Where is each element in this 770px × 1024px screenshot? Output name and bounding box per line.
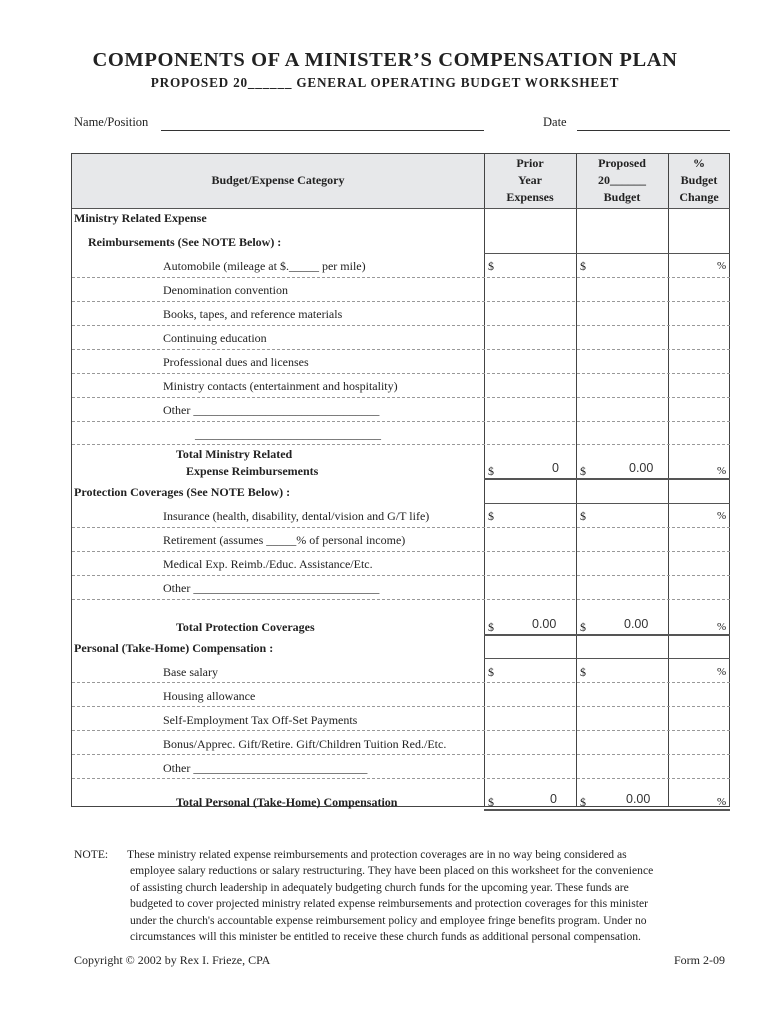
form-number: Form 2-09 [674, 953, 725, 967]
dollar-sign: $ [488, 464, 494, 478]
row-housing: Housing allowance [163, 689, 256, 703]
budget-table [71, 153, 730, 807]
percent-sign: % [717, 465, 727, 477]
row-divider [484, 478, 730, 480]
row-divider [72, 527, 730, 528]
row-ministry-other: Other _______________________________ [163, 403, 380, 417]
row-divider [72, 208, 730, 209]
row-retirement: Retirement (assumes _____% of personal income) [163, 533, 406, 547]
row-divider [72, 397, 730, 398]
dollar-sign: $ [488, 620, 494, 634]
date-label: Date [543, 115, 567, 129]
header-category: Budget/Expense Category [211, 173, 345, 187]
row-divider [72, 349, 730, 350]
section-ministry-title: Ministry Related Expense [74, 211, 207, 225]
name-position-field[interactable] [161, 130, 484, 131]
section-ministry-subtitle: Reimbursements (See NOTE Below) : [88, 235, 282, 249]
row-protection-other: Other _______________________________ [163, 581, 380, 595]
row-divider [484, 658, 730, 659]
total-ministry-label-2: Expense Reimbursements [186, 464, 319, 478]
copyright: Copyright © 2002 by Rex I. Frieze, CPA [74, 953, 271, 967]
row-se-tax: Self-Employment Tax Off-Set Payments [163, 713, 358, 727]
percent-sign: % [717, 510, 727, 522]
row-ministry-other-line: _______________________________ [195, 427, 381, 441]
col-divider [484, 153, 485, 807]
dollar-sign: $ [580, 665, 586, 679]
total-personal-proposed: 0.00 [626, 792, 651, 806]
dollar-sign: $ [580, 464, 586, 478]
total-personal-label: Total Personal (Take-Home) Compensation [176, 795, 398, 809]
page-subtitle: PROPOSED 20______ GENERAL OPERATING BUDGET WORKSHEET [150, 75, 620, 90]
row-automobile: Automobile (mileage at $._____ per mile) [163, 259, 366, 273]
row-divider [484, 634, 730, 636]
date-field[interactable] [577, 130, 730, 131]
name-position-label: Name/Position [74, 115, 149, 129]
total-ministry-prior: 0 [552, 461, 559, 475]
total-personal-prior: 0 [550, 792, 557, 806]
row-contacts: Ministry contacts (entertainment and hospitality) [163, 379, 398, 393]
section-personal-title: Personal (Take-Home) Compensation : [74, 641, 274, 655]
row-divider [72, 730, 730, 731]
row-divider [72, 325, 730, 326]
note-label: NOTE: [74, 848, 109, 861]
total-protection-label: Total Protection Coverages [176, 620, 315, 634]
row-divider [72, 778, 730, 779]
row-divider [72, 575, 730, 576]
row-divider [72, 277, 730, 278]
col-divider [668, 153, 669, 807]
note-text: These ministry related expense reimbursements and protection coverages are in no way being considered as employee salary reductions or salary restructuring. They have been placed on this worksheet for the convenience of assisting church leadership in adequately budgeting church funds for the upcoming year. These funds are budgeted to cover projected ministry related expense reimbursements and protection coverages for this minister under the church's accountable expense reimbursement policy and employee fringe benefits program. Under no circumstances will this minister be entitled to receive these church funds as additional personal compensation. [127, 848, 654, 944]
row-divider [72, 599, 730, 600]
row-insurance: Insurance (health, disability, dental/vision and G/T life) [163, 509, 430, 523]
dollar-sign: $ [488, 795, 494, 809]
col-divider [576, 153, 577, 807]
row-education: Continuing education [163, 331, 267, 345]
percent-sign: % [717, 621, 727, 633]
row-dues: Professional dues and licenses [163, 355, 309, 369]
total-ministry-label-1: Total Ministry Related [176, 447, 293, 461]
row-personal-other: Other _____________________________ [163, 761, 368, 775]
page-title: COMPONENTS OF A MINISTER’S COMPENSATION PLAN [92, 49, 678, 71]
section-protection-title: Protection Coverages (See NOTE Below) : [74, 485, 291, 499]
row-divider [72, 444, 730, 445]
row-divider [72, 551, 730, 552]
row-books: Books, tapes, and reference materials [163, 307, 343, 321]
header-proposed: Proposed 20______ Budget [598, 156, 646, 204]
dollar-sign: $ [580, 509, 586, 523]
row-bonus: Bonus/Apprec. Gift/Retire. Gift/Children Tuition Red./Etc. [163, 737, 447, 751]
total-protection-proposed: 0.00 [624, 617, 649, 631]
total-ministry-proposed: 0.00 [629, 461, 654, 475]
total-protection-prior: 0.00 [532, 617, 557, 631]
dollar-sign: $ [488, 259, 494, 273]
header-prior: Prior Year Expenses [506, 156, 554, 204]
row-divider [484, 809, 730, 811]
percent-sign: % [717, 666, 727, 678]
row-divider [484, 253, 730, 254]
dollar-sign: $ [488, 665, 494, 679]
row-divider [484, 503, 730, 504]
row-denomination: Denomination convention [163, 283, 288, 297]
percent-sign: % [717, 796, 727, 808]
dollar-sign: $ [580, 795, 586, 809]
row-divider [72, 706, 730, 707]
dollar-sign: $ [488, 509, 494, 523]
row-divider [72, 421, 730, 422]
row-divider [72, 301, 730, 302]
row-divider [72, 754, 730, 755]
dollar-sign: $ [580, 620, 586, 634]
dollar-sign: $ [580, 259, 586, 273]
row-medical: Medical Exp. Reimb./Educ. Assistance/Etc. [163, 557, 373, 571]
row-divider [72, 373, 730, 374]
percent-sign: % [717, 260, 727, 272]
header-change: % Budget Change [679, 156, 719, 204]
row-base-salary: Base salary [163, 665, 218, 679]
row-divider [72, 682, 730, 683]
